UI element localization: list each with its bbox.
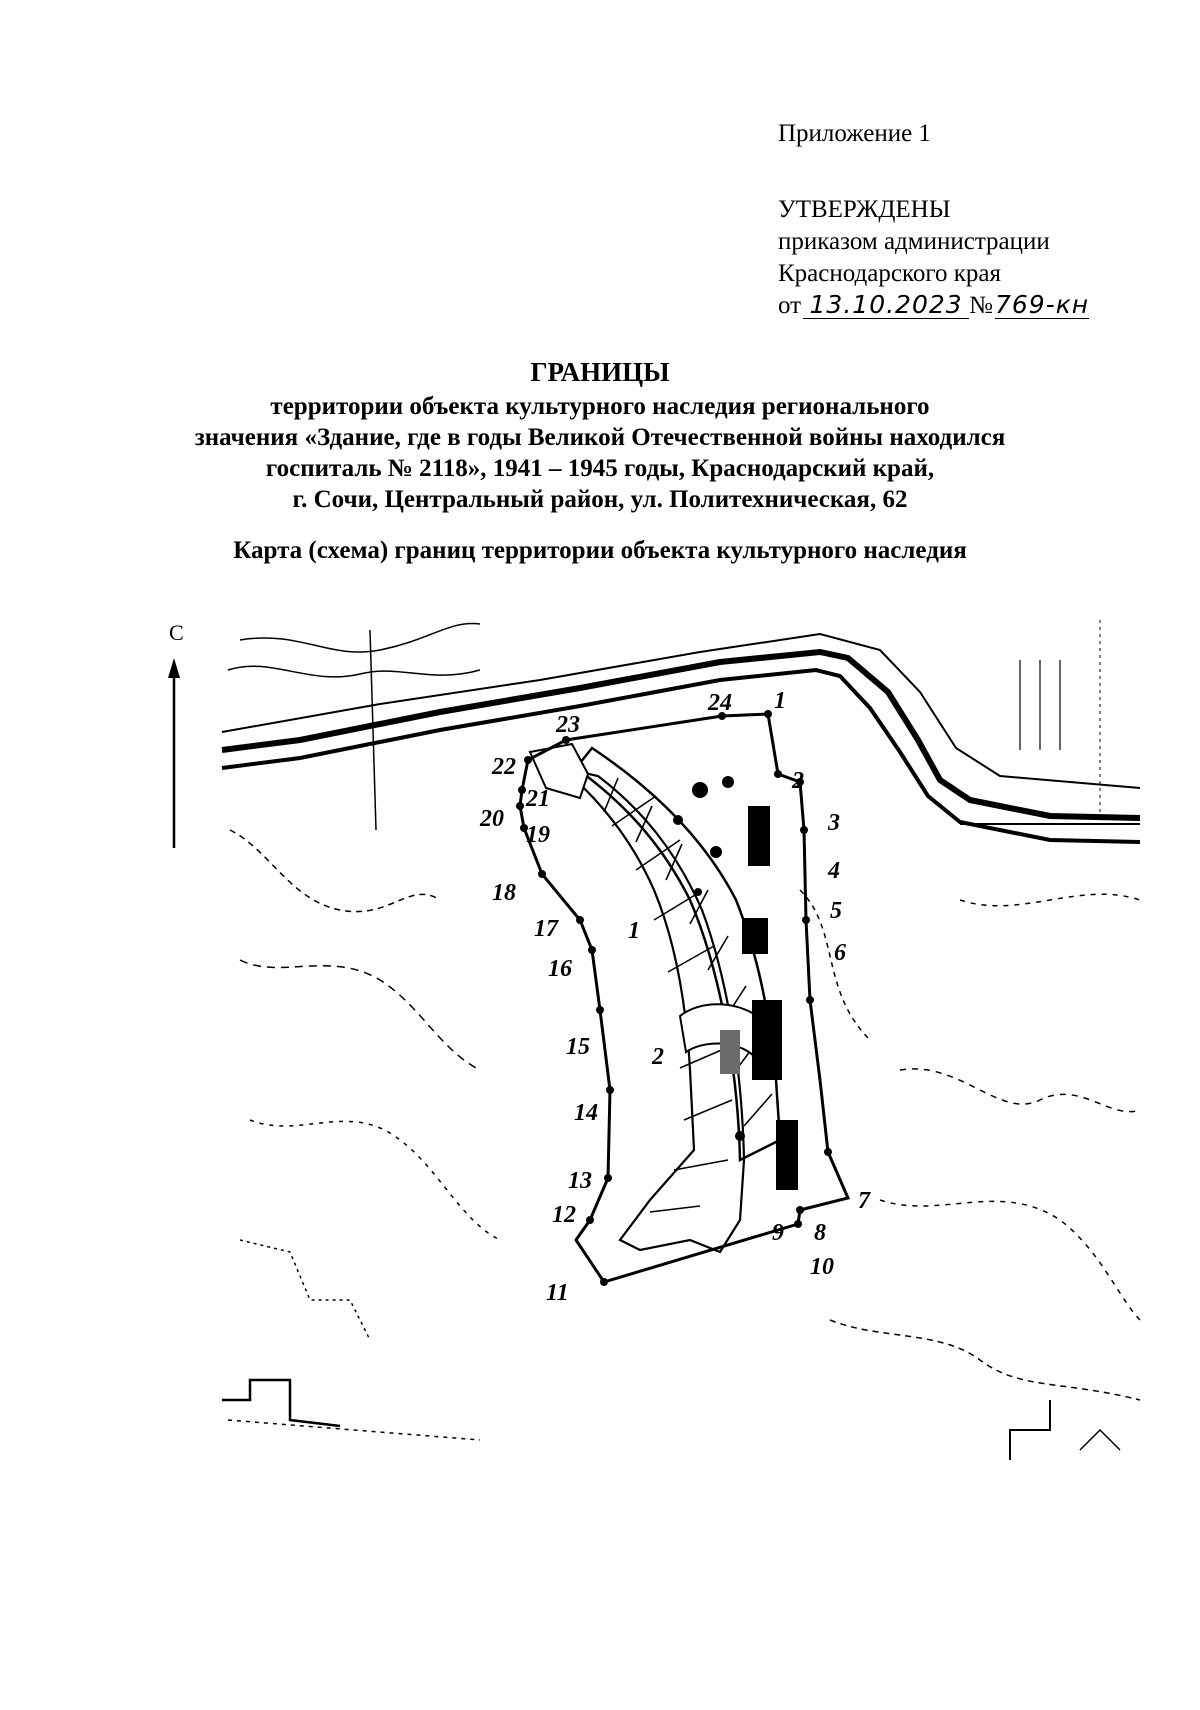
approval-date-line	[778, 290, 1178, 322]
boundary-point-20	[516, 802, 524, 810]
boundary-point-14	[606, 1086, 614, 1094]
north-label: С	[169, 620, 184, 645]
vegetation-mass	[776, 1120, 798, 1190]
document-title	[0, 357, 1200, 566]
boundary-point-12	[586, 1216, 594, 1224]
boundary-point-17	[576, 916, 584, 924]
building-label-1: 1	[628, 918, 640, 944]
vegetation-mass	[742, 918, 768, 954]
vegetation-mass	[748, 806, 770, 866]
boundary-point-6	[806, 996, 814, 1004]
map-title: Карта (схема) границ территории объекта культурного наследия	[233, 537, 967, 564]
annex-label: Приложение 1	[778, 120, 931, 147]
point-label-24: 24	[708, 690, 732, 716]
point-label-8: 8	[814, 1220, 826, 1246]
point-label-14: 14	[574, 1100, 598, 1126]
title-line-3: госпиталь № 2118», 1941 – 1945 годы, Краснодарский край,	[265, 455, 935, 482]
boundary-point-21	[518, 786, 526, 794]
point-label-9: 9	[772, 1220, 784, 1246]
point-label-18: 18	[492, 880, 516, 906]
point-label-11: 11	[546, 1280, 569, 1306]
date-prefix: от	[778, 292, 802, 319]
point-label-1: 1	[774, 688, 786, 714]
boundary-point-2	[774, 770, 782, 778]
point-label-20: 20	[480, 806, 504, 832]
tree-symbol	[710, 846, 722, 858]
point-label-17: 17	[534, 916, 558, 942]
map-scheme	[169, 600, 1140, 1470]
tree-symbol	[692, 782, 708, 798]
approved-heading: УТВЕРЖДЕНЫ	[778, 196, 951, 223]
point-label-2: 2	[792, 768, 804, 794]
north-arrow	[168, 620, 184, 848]
map-svg	[169, 600, 1140, 1470]
boundary-point-22	[524, 756, 532, 764]
point-label-3: 3	[828, 810, 840, 836]
boundary-point-11	[600, 1278, 608, 1286]
boundary-point-4	[800, 826, 808, 834]
building-label-2: 2	[652, 1044, 664, 1070]
point-label-13: 13	[568, 1168, 592, 1194]
boundary-point-10	[794, 1220, 802, 1228]
map-background	[222, 612, 1140, 1470]
point-label-21: 21	[526, 786, 550, 812]
point-label-7: 7	[858, 1188, 870, 1214]
tree-symbol	[735, 1131, 745, 1141]
north-arrow-head	[168, 658, 180, 678]
boundary-point-15	[596, 1006, 604, 1014]
point-label-15: 15	[566, 1034, 590, 1060]
point-label-22: 22	[492, 754, 516, 780]
point-label-19: 19	[526, 822, 550, 848]
approval-line-2: Краснодарского края	[778, 260, 1001, 287]
boundary-point-18	[538, 870, 546, 878]
title-main: ГРАНИЦЫ	[530, 357, 670, 387]
point-label-6: 6	[834, 940, 846, 966]
boundary-point-8	[796, 1206, 804, 1214]
boundary-point-5	[802, 916, 810, 924]
boundary-point-16	[588, 946, 596, 954]
tree-symbol	[722, 776, 734, 788]
boundary-point-1	[764, 710, 772, 718]
title-line-1: территории объекта культурного наследия регионального	[270, 393, 930, 420]
tree-symbol	[673, 815, 683, 825]
vegetation-mass	[752, 1000, 782, 1080]
point-label-23: 23	[556, 712, 580, 738]
handwritten-date: 13.10.2023	[803, 292, 969, 319]
title-line-4: г. Сочи, Центральный район, ул. Политехническая, 62	[292, 486, 908, 513]
approval-line-1: приказом администрации	[778, 228, 1050, 255]
point-label-5: 5	[830, 898, 842, 924]
point-label-4: 4	[828, 858, 840, 884]
number-prefix: №	[969, 292, 993, 319]
point-label-12: 12	[552, 1202, 576, 1228]
boundary-point-13	[604, 1174, 612, 1182]
boundary-point-7	[824, 1148, 832, 1156]
vegetation-mass	[720, 1030, 740, 1074]
point-label-10: 10	[810, 1254, 834, 1280]
point-label-16: 16	[548, 956, 572, 982]
approval-block	[778, 118, 1178, 322]
tree-symbol	[694, 888, 702, 896]
title-line-2: значения «Здание, где в годы Великой Отечественной войны находился	[194, 424, 1006, 451]
handwritten-number: 769-кн	[994, 290, 1090, 319]
